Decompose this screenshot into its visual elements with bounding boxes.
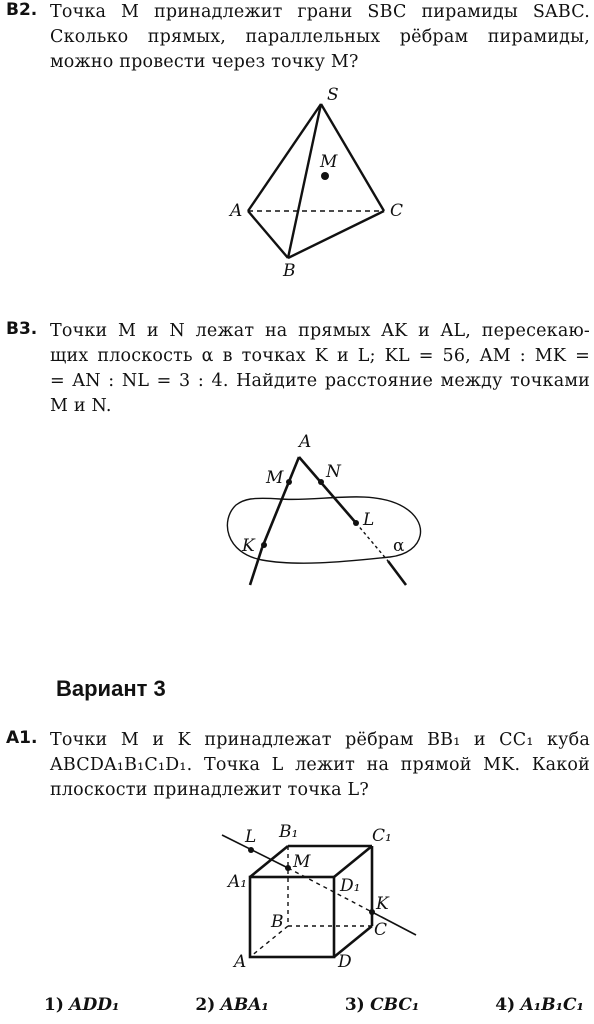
problem-number: A1. — [6, 728, 38, 748]
edge-d1c1 — [334, 846, 372, 877]
label-a: A — [234, 952, 247, 972]
text-line: ABCDA₁B₁C₁D₁. Точка L лежит на прямой MK. Какой — [50, 755, 590, 775]
label-c: C — [374, 920, 388, 940]
text-line: Точка M принадлежит грани SBC пирамиды SABC. — [50, 2, 590, 22]
problem-number: B2. — [6, 0, 38, 20]
label-b1: B₁ — [279, 822, 299, 842]
answer-option-4[interactable]: 4) A₁B₁C₁ — [495, 995, 584, 1015]
point-m — [286, 479, 292, 485]
problem-number: B3. — [6, 319, 38, 339]
label-a: A — [230, 201, 243, 221]
section-title: Вариант 3 — [56, 676, 166, 701]
label-k: K — [376, 894, 389, 914]
text-line: Сколько прямых, параллельных рёбрам пирамиды, — [50, 27, 590, 47]
label-m: M — [266, 468, 284, 488]
problem-text — [50, 319, 590, 419]
point-k — [369, 909, 375, 915]
label-b: B — [283, 261, 296, 281]
pyramid-figure — [0, 80, 594, 280]
label-d: D — [338, 952, 352, 972]
answer-option-3[interactable]: 3) CBC₁ — [344, 995, 420, 1015]
label-m: M — [320, 152, 338, 172]
label-k: K — [242, 536, 255, 556]
problem-b2 — [6, 0, 590, 80]
edge-ab — [248, 211, 288, 258]
problem-b3 — [6, 319, 590, 424]
label-a: A — [299, 432, 312, 452]
problem-a1 — [6, 728, 590, 808]
label-b: B — [271, 912, 284, 932]
label-alpha: α — [393, 536, 405, 556]
answer-options — [44, 995, 584, 1015]
label-c: C — [390, 201, 404, 221]
answer-option-2[interactable]: 2) ABA₁ — [195, 995, 269, 1015]
label-m: M — [293, 852, 311, 872]
text-line: = AN : NL = 3 : 4. Найдите расстояние между точками — [50, 371, 590, 391]
point-l — [248, 847, 254, 853]
label-s: S — [327, 85, 339, 105]
text-line: Точки M и N лежат на прямых AK и AL, пересекаю- — [50, 321, 590, 341]
plane-lines-figure — [0, 425, 594, 595]
edge-bc — [288, 211, 384, 258]
point-m — [321, 172, 329, 180]
label-l: L — [245, 827, 257, 847]
point-l — [353, 520, 359, 526]
text-line: щих плоскость α в точках K и L; KL = 56, AM : MK = — [50, 346, 590, 366]
label-a1: A₁ — [228, 872, 248, 892]
text-line: Точки M и K принадлежат рёбрам BB₁ и CC₁ куба — [50, 730, 590, 750]
point-m — [285, 865, 291, 871]
problem-text — [50, 728, 590, 803]
label-n: N — [326, 462, 341, 482]
plane-alpha — [227, 497, 420, 563]
problem-text — [50, 0, 590, 75]
edge-a1b1 — [250, 846, 288, 877]
line-al-extension — [388, 561, 406, 585]
text-line: плоскости принадлежит точка L? — [50, 780, 369, 800]
point-k — [261, 542, 267, 548]
answer-option-1[interactable]: 1) ADD₁ — [44, 995, 120, 1015]
text-line: M и N. — [50, 396, 112, 416]
point-n — [318, 479, 324, 485]
label-c1: C₁ — [372, 826, 392, 846]
label-l: L — [363, 510, 375, 530]
text-line: можно провести через точку M? — [50, 52, 359, 72]
cube-figure — [0, 815, 594, 975]
cube-front-face — [250, 877, 334, 957]
label-d1: D₁ — [340, 876, 361, 896]
